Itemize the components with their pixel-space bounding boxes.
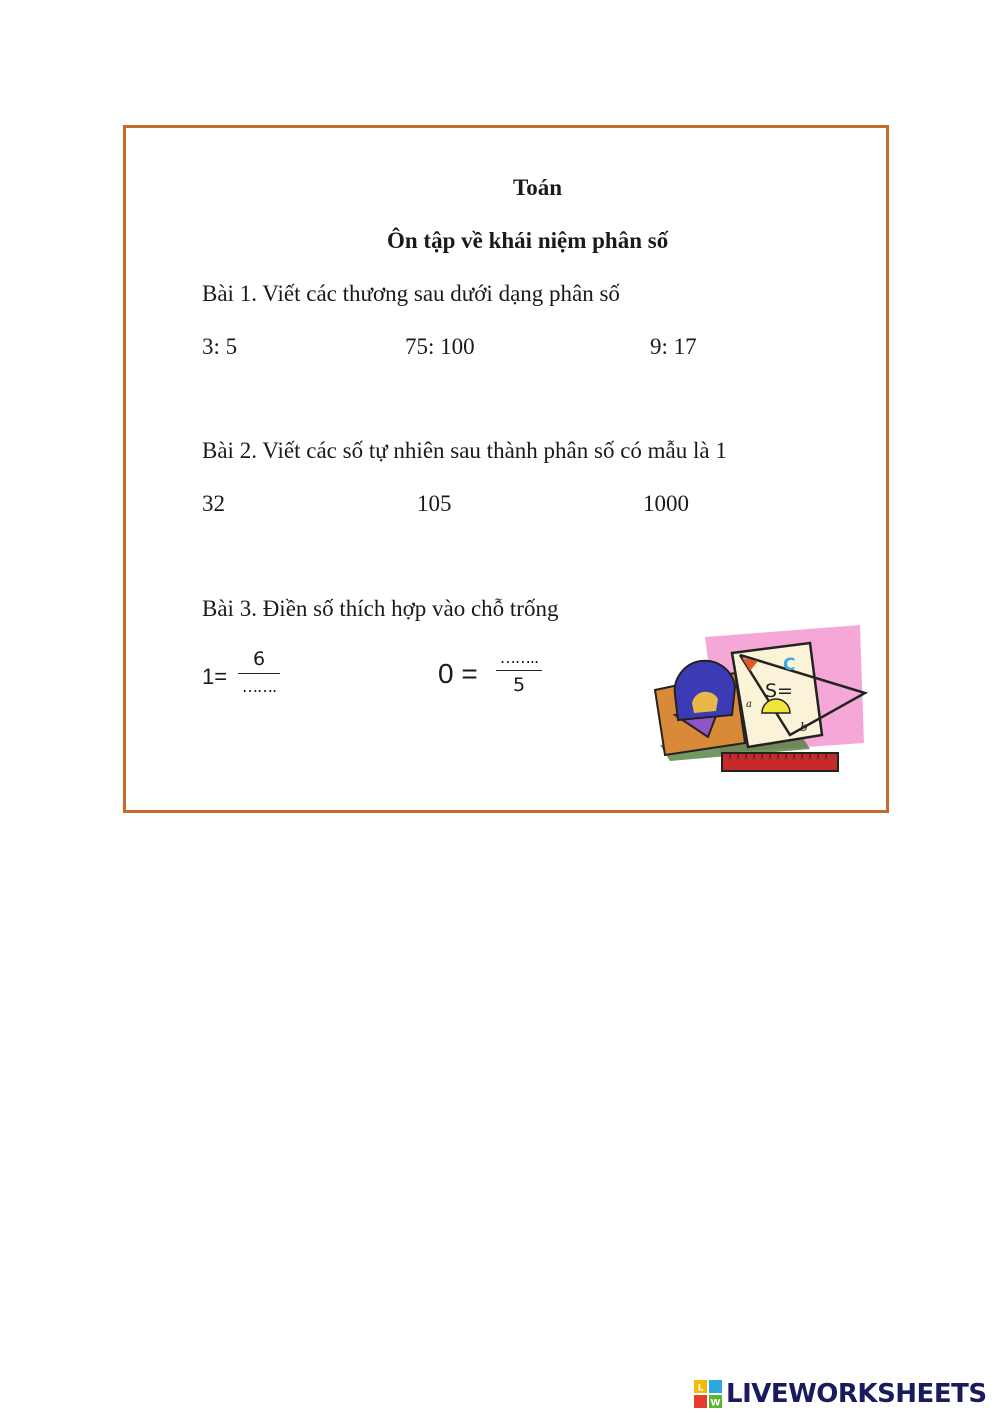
clipart-label-a: a xyxy=(746,699,752,710)
logo-letter: L xyxy=(697,1383,704,1394)
exercise1-prompt: Bài 1. Viết các thương sau dưới dạng phân số xyxy=(202,281,620,306)
eq2-denominator: 5 xyxy=(512,674,526,696)
fraction-bar xyxy=(238,673,280,674)
exercise2-prompt: Bài 2. Viết các số tự nhiên sau thành phân số có mẫu là 1 xyxy=(202,438,727,463)
eq2-fraction xyxy=(496,648,542,696)
exercise2-item: 105 xyxy=(417,491,452,516)
fraction-bar xyxy=(496,670,542,671)
liveworksheets-logo-icon xyxy=(694,1380,722,1408)
lesson-title: Ôn tập về khái niệm phân số xyxy=(387,228,669,253)
logo-letter: W xyxy=(710,1398,721,1408)
liveworksheets-logo[interactable] xyxy=(694,1376,987,1412)
exercise1-item: 9: 17 xyxy=(650,334,697,359)
clipart-label-s: S= xyxy=(765,680,793,702)
clipart-label-b: b xyxy=(800,720,808,734)
logo-text: LIVEWORKSHEETS xyxy=(726,1379,987,1409)
exercise1-item: 75: 100 xyxy=(405,334,475,359)
exercise2-item: 1000 xyxy=(643,491,689,516)
clipart-label-c: C xyxy=(783,655,796,675)
eq1-denominator-blank[interactable]: ……. xyxy=(241,677,277,696)
exercise2-item: 32 xyxy=(202,491,225,516)
eq2-left: 0 = xyxy=(438,658,478,689)
eq1-left: 1= xyxy=(202,664,228,689)
subject-title: Toán xyxy=(513,175,563,200)
exercise1-item: 3: 5 xyxy=(202,334,238,359)
geometry-tools-clipart xyxy=(650,625,870,785)
exercise3-prompt: Bài 3. Điền số thích hợp vào chỗ trống xyxy=(202,596,559,621)
eq1-fraction xyxy=(238,648,280,696)
eq1-numerator: 6 xyxy=(252,648,266,670)
eq2-numerator-blank[interactable]: …….. xyxy=(499,648,539,667)
